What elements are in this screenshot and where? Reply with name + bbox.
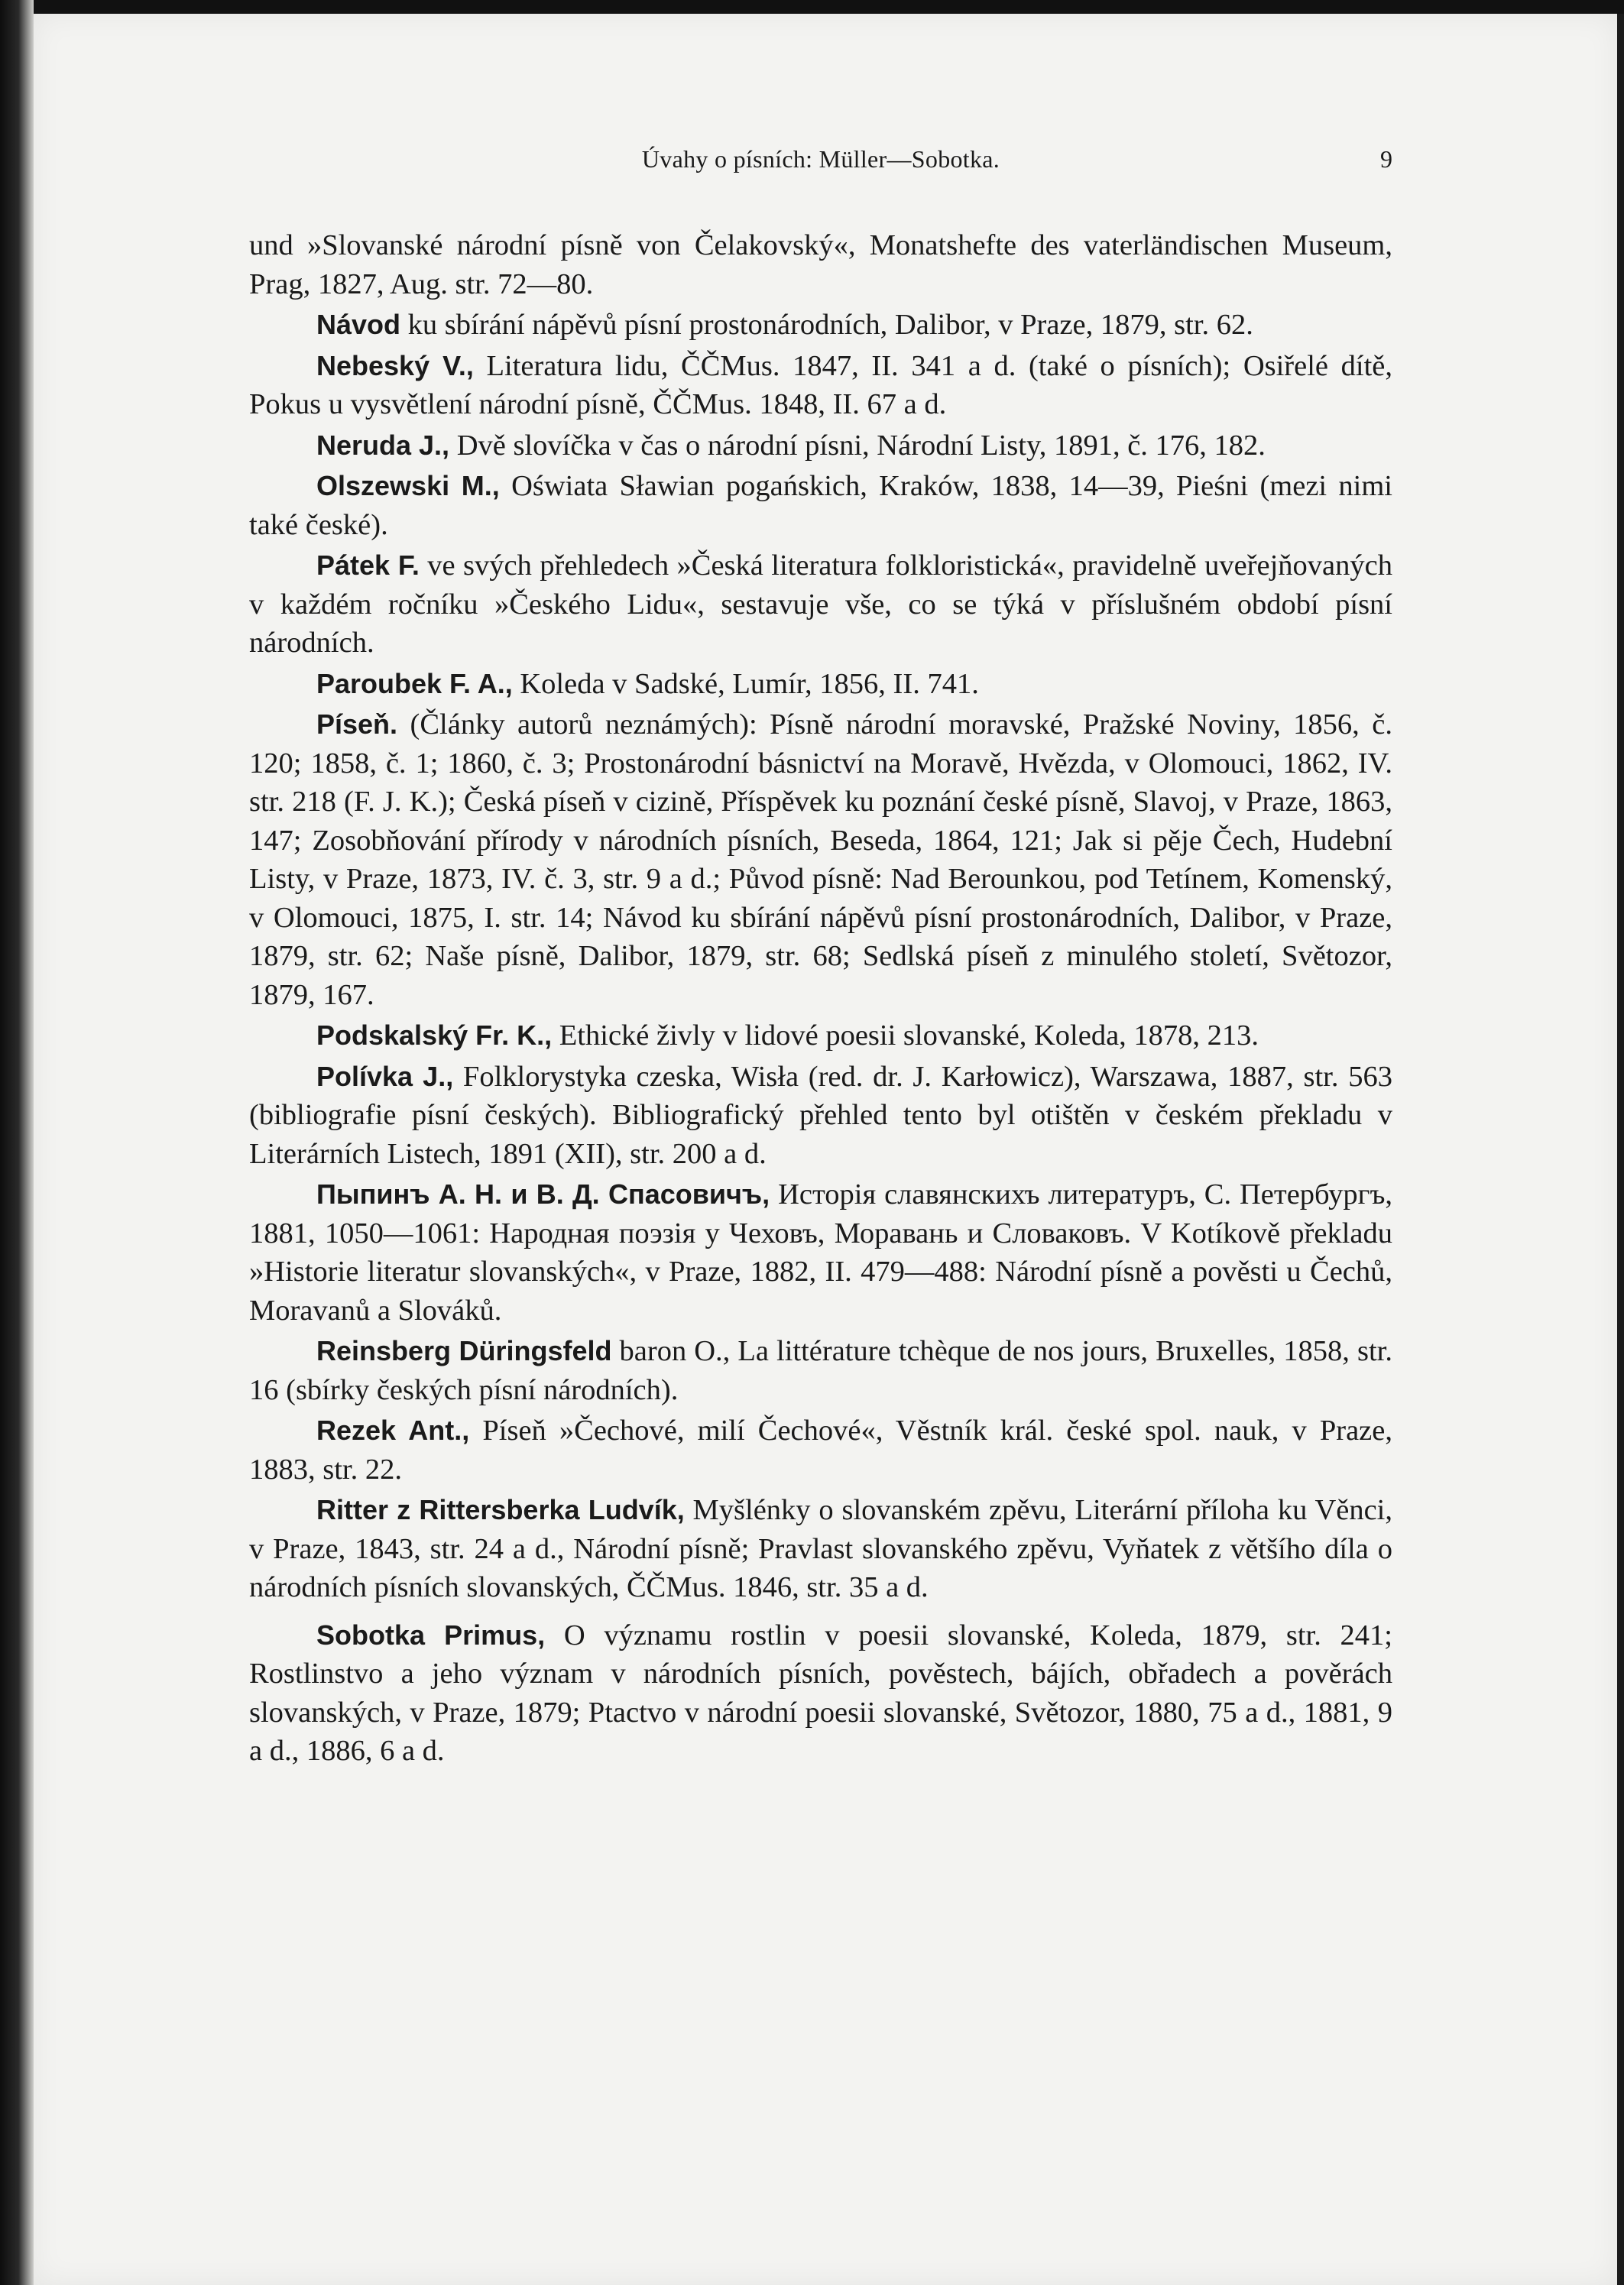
entry-text: Oświata Sławian pogańskich, Kraków, 1838, 14—39, Pieśni (mezi nimi také české). <box>249 470 1392 541</box>
entry-author: Neruda J., <box>316 429 450 461</box>
entry-author: Paroubek F. A., <box>316 667 513 699</box>
entry-text: Folklorystyka czeska, Wisła (red. dr. J. Karłowicz), Warszawa, 1887, str. 563 (bibliografie písní českých). Bibliografický přehled tento byl otištěn v českém překladu v Literárních Listech, 1891 (XII), str. 200 a d. <box>249 1060 1392 1170</box>
bibliography-entry <box>249 426 1392 465</box>
bibliography-entry <box>249 1175 1392 1330</box>
entry-author: Olszewski M., <box>316 470 500 501</box>
bibliography-entry <box>249 467 1392 544</box>
entry-text: Myšlénky o slovanském zpěvu, Literární příloha ku Věnci, v Praze, 1843, str. 24 a d., Národní písně; Pravlast slovanského zpěvu, Vyňatek z většího díla o národních písních slovanských, ČČMus. 1846, str. 35 a d. <box>249 1494 1393 1603</box>
bibliography-entry <box>249 705 1392 1014</box>
entry-text: Koleda v Sadské, Lumír, 1856, II. 741. <box>512 667 979 700</box>
bibliography-entry <box>249 1616 1392 1771</box>
entry-author: Píseň. <box>316 708 398 740</box>
bibliography-entry <box>249 1332 1392 1409</box>
bibliography-entry <box>249 347 1392 424</box>
entry-author: Nebeský V., <box>316 349 474 381</box>
bibliography-entry <box>249 1412 1392 1489</box>
entry-author: Sobotka Primus, <box>316 1619 546 1651</box>
scan-top-edge <box>0 0 1624 14</box>
bibliography-entry <box>249 306 1392 345</box>
entry-text: baron O., La littérature tchèque de nos jours, Bruxelles, 1858, str. 16 (sbírky českých písní národních). <box>249 1335 1392 1406</box>
entry-author: Návod <box>316 309 401 340</box>
bibliography-list <box>249 226 1392 1773</box>
entry-text: Literatura lidu, ČČMus. 1847, II. 341 a d. (také o písních); Osiřelé dítě, Pokus u vysvětlení národní písně, ČČMus. 1848, II. 67 a d. <box>249 349 1392 420</box>
bibliography-entry <box>249 1016 1392 1055</box>
entry-text: Píseň »Čechové, milí Čechové«, Věstník král. české spol. nauk, v Praze, 1883, str. 22. <box>249 1415 1392 1486</box>
running-head <box>249 145 1392 183</box>
bibliography-entry <box>249 1058 1392 1174</box>
entry-text: Исторія славянскихъ литературъ, С. Петербургъ, 1881, 1050—1061: Народная поэзія у Чеховъ, Моравань и Словаковъ. V Kotíkově překladu »Historie literatur slovanských«, v Praze, 1882, II. 479—488: Národní písně a pověsti u Čechů, Moravanů a Slováků. <box>249 1178 1392 1327</box>
entry-text: und »Slovanské národní písně von Čelakovský«, Monatshefte des vaterländischen Museum, Prag, 1827, Aug. str. 72—80. <box>249 229 1392 300</box>
scan-left-edge <box>0 0 34 2285</box>
entry-text: Dvě slovíčka v čas o národní písni, Národní Listy, 1891, č. 176, 182. <box>449 429 1266 462</box>
bibliography-entry <box>249 546 1392 663</box>
entry-text: Ethické živly v lidové poesii slovanské, Koleda, 1878, 213. <box>552 1019 1259 1052</box>
running-title: Úvahy o písních: Müller—Sobotka. <box>641 145 1000 173</box>
book-page <box>34 14 1617 2285</box>
bibliography-entry <box>249 665 1392 704</box>
entry-text: (Články autorů neznámých): Písně národní moravské, Pražské Noviny, 1856, č. 120; 1858, č. 1; 1860, č. 3; Prostonárodní básnictví na Moravě, Hvězda, v Olomouci, 1862, IV. str. 218 (F. J. K.); Česká píseň v cizině, Příspěvek ku poznání české písně, Slavoj, v Praze, 1863, 147; Zosobňování přírody v národních písních, Beseda, 1864, 121; Jak si pěje Čech, Hudební Listy, v Praze, 1873, IV. č. 3, str. 9 a d.; Původ písně: Nad Berounkou, pod Tetínem, Komenský, v Olomouci, 1875, I. str. 14; Návod ku sbírání nápěvů písní prostonárodních, Dalibor, v Praze, 1879, str. 62; Naše písně, Dalibor, 1879, str. 68; Sedlská píseň z minulého století, Světozor, 1879, 167. <box>249 708 1392 1011</box>
entry-text: O významu rostlin v poesii slovanské, Koleda, 1879, str. 241; Rostlinstvo a jeho význam v národních písních, pověstech, bájích, obřadech a pověrách slovanských, v Praze, 1879; Ptactvo v národní poesii slovanské, Světozor, 1880, 75 a d., 1881, 9 a d., 1886, 6 a d. <box>249 1619 1392 1767</box>
entry-text: ve svých přehledech »Česká literatura folkloristická«, pravidelně uveřejňovaných v každém ročníku »Českého Lidu«, sestavuje vše, co se týká v příslušném období písní národních. <box>249 549 1392 659</box>
entry-text: ku sbírání nápěvů písní prostonárodních, Dalibor, v Praze, 1879, str. 62. <box>400 309 1253 341</box>
entry-author: Podskalský Fr. K., <box>316 1019 553 1051</box>
bibliography-entry <box>249 1491 1392 1607</box>
entry-author: Rezek Ant., <box>316 1415 470 1446</box>
entry-author: Пыпинъ А. Н. и В. Д. Спасовичъ, <box>316 1178 770 1210</box>
entry-author: Polívka J., <box>316 1060 454 1092</box>
entry-author: Ritter z Rittersberka Ludvík, <box>316 1494 685 1525</box>
entry-author: Reinsberg Düringsfeld <box>316 1335 612 1366</box>
entry-author: Pátek F. <box>316 549 420 581</box>
bibliography-entry <box>249 226 1392 303</box>
page-number: 9 <box>1380 145 1392 173</box>
